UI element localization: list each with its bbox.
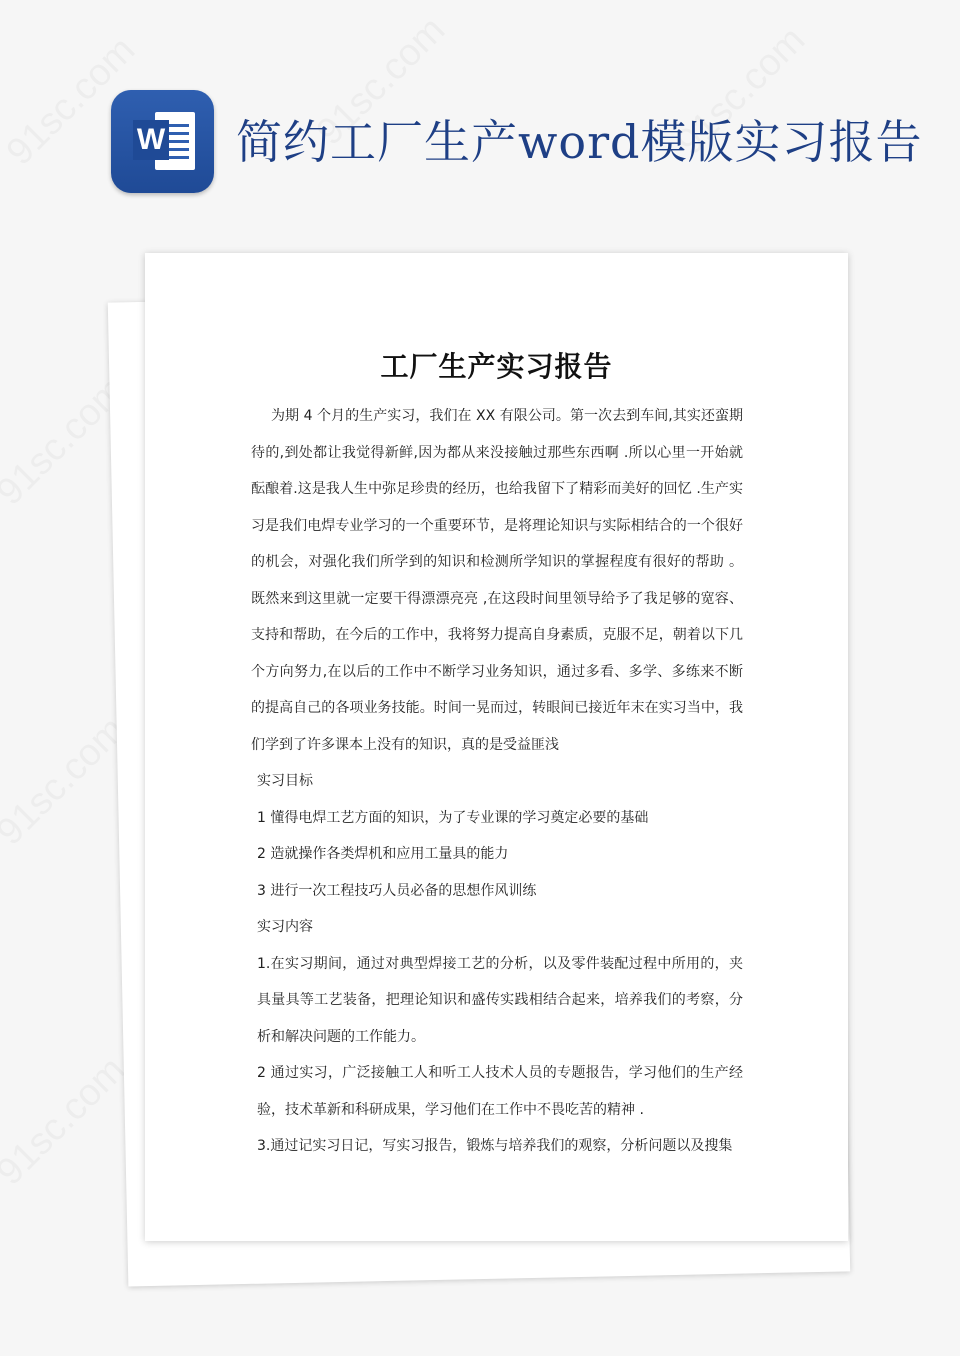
content-paragraph: 3.通过记实习日记，写实习报告，锻炼与培养我们的观察，分析问题以及搜集 <box>257 1138 733 1154</box>
document-title: 工厂生产实习报告 <box>380 350 613 383</box>
watermark-text <box>0 1049 134 1194</box>
intro-paragraph: 为期 4 个月的生产实习，我们在 XX 有限公司。第一次去到车间,其实还蛮期待的,到处都让我觉得新鲜,因为都从来没接触过那些东西啊 .所以心里一开始就酝酿着.这是我人生中弥足珍贵的经历，也给我留下了精彩而美好的回忆 .生产实习是我们电焊专业学习的一个重要环节，是将理论知识与实际相结合的一个很好的机会，对强化我们所学到的知识和检测所学知识的掌握程度有很好的帮助 。既然来到这里就一定要干得漂漂亮亮 ,在这段时间里领导给予了我足够的宽容、支持和帮助，在今后的工作中，我将努力提高自身素质，克服不足，朝着以下几个方向努力,在以后的工作中不断学习业务知识，通过多看、多学、多练来不断的提高自己的各项业务技能。时间一晃而过，转眼间已接近年末在实习当中，我们学到了许多课本上没有的知识，真的是受益匪浅 <box>251 408 743 753</box>
goal-item: 2 造就操作各类焊机和应用工量具的能力 <box>257 846 509 862</box>
goal-item: 1 懂得电焊工艺方面的知识，为了专业课的学习奠定必要的基础 <box>257 809 649 826</box>
goals-heading: 实习目标 <box>257 773 313 789</box>
content-heading: 实习内容 <box>257 919 313 935</box>
page-title: 简约工厂生产word模版实习报告 <box>236 115 923 169</box>
content-paragraph: 2 通过实习，广泛接触工人和听工人技术人员的专题报告，学习他们的生产经验，技术革新和科研成果，学习他们在工作中不畏吃苦的精神 . <box>257 1065 743 1118</box>
goal-item: 3 进行一次工程技巧人员必备的思想作风训练 <box>257 882 537 899</box>
word-app-icon <box>111 90 214 193</box>
watermark-text <box>0 709 134 854</box>
content-paragraph: 1.在实习期间，通过对典型焊接工艺的分析，以及零件装配过程中所用的，夹具量具等工艺装备，把理论知识和盛传实践相结合起来，培养我们的考察，分析和解决问题的工作能力。 <box>257 955 743 1045</box>
word-icon-letter: W <box>133 120 169 160</box>
document-body <box>251 398 743 1165</box>
document-page <box>145 253 848 1241</box>
